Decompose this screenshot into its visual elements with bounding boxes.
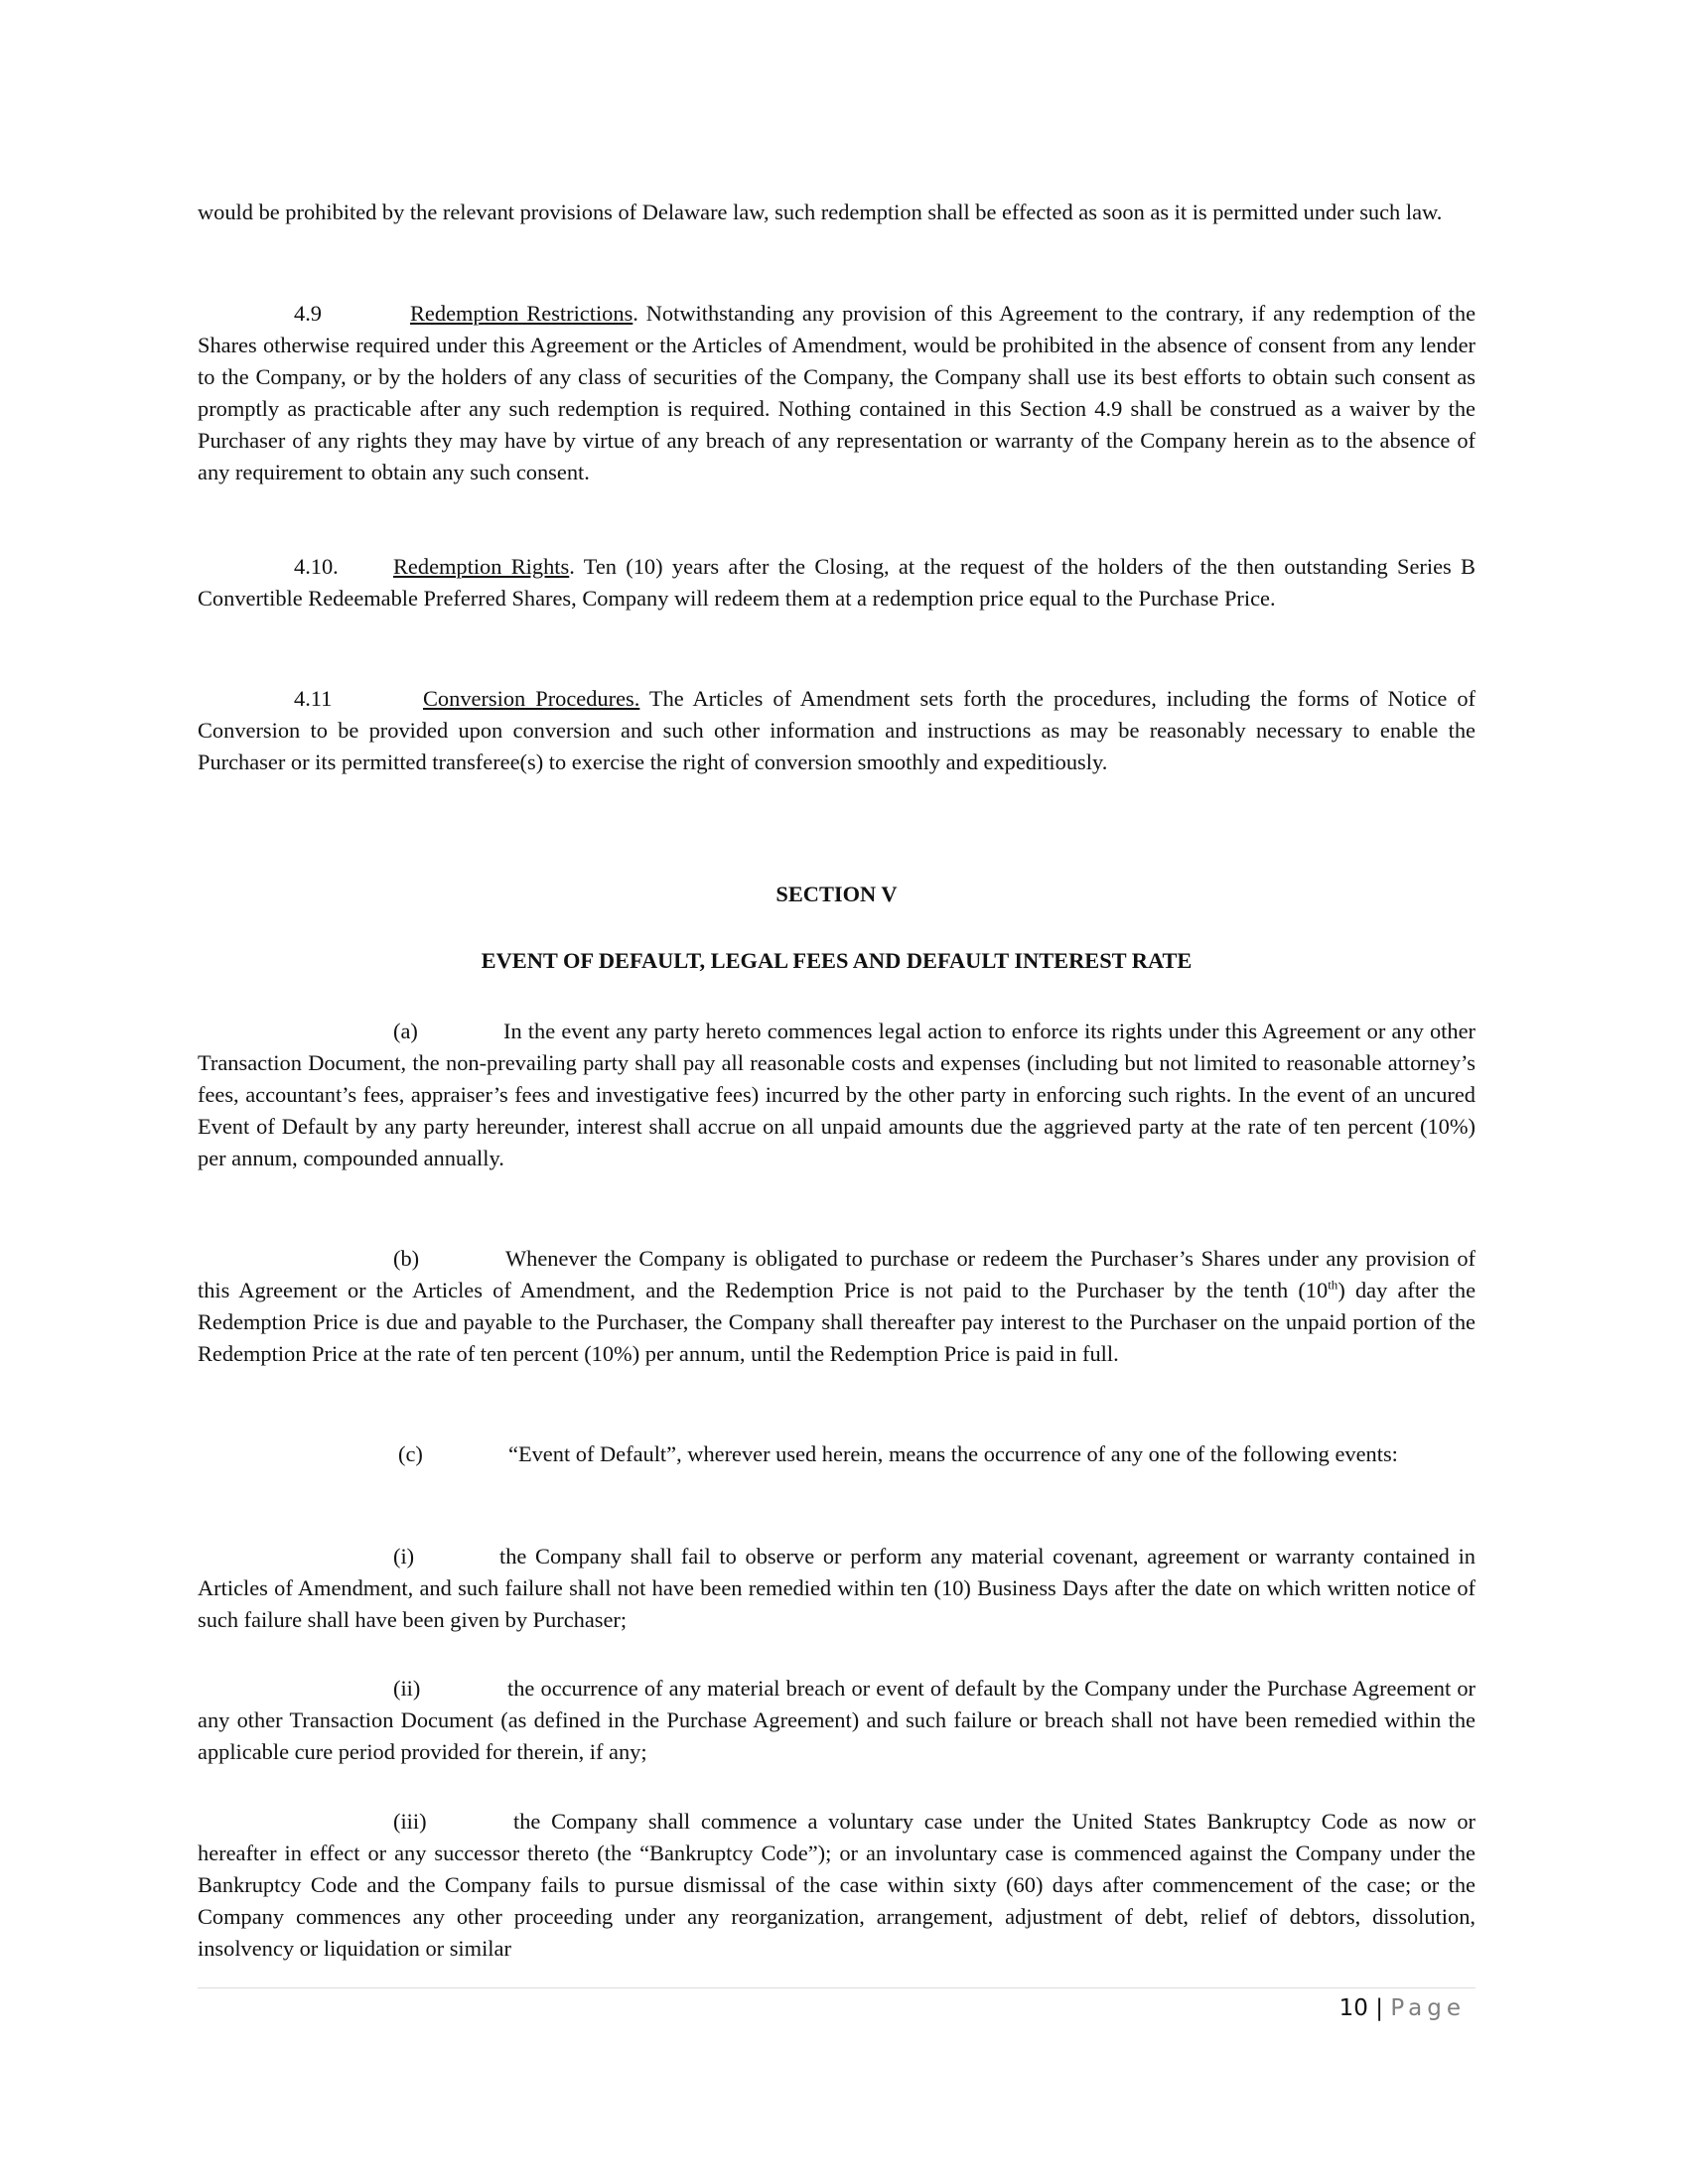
- clause-iii: [198, 1806, 1476, 1965]
- section-4-10: [198, 551, 1476, 614]
- clause-c: [198, 1438, 1476, 1470]
- section-number: 4.9: [294, 301, 322, 326]
- clause-text: the Company shall commence a voluntary case under the United States Bankruptcy Code as now or hereafter in effect or any successor thereto (the “Bankruptcy Code”); or an involuntary case is commenced against the Company under the Bankruptcy Code and the Company fails to pursue dismissal of the case within sixty (60) days after commencement of the case; or the Company commences any other proceeding under any reorganization, arrangement, adjustment of debt, relief of debtors, dissolution, insolvency or liquidation or similar: [198, 1809, 1476, 1961]
- section-text: . Ten (10) years after the Closing, at the request of the holders of the then outstanding Series B Convertible Redeemable Preferred Shares, Company will redeem them at a redemption price equal to the Purchase Price.: [198, 554, 1476, 611]
- footer-divider: [198, 1987, 1476, 1988]
- section-text: The Articles of Amendment sets forth the procedures, including the forms of Notice of Conversion to be provided upon conversion and such other information and instructions as may be reasonably necessary to enable the Purchaser or its permitted transferee(s) to exercise the right of conversion smoothly and expeditiously.: [198, 686, 1476, 774]
- clause-text: Whenever the Company is obligated to purchase or redeem the Purchaser’s Shares under any provision of this Agreement or the Articles of Amendment, and the Redemption Price is not paid to the Purchaser by the tenth (10: [198, 1246, 1476, 1302]
- section-number: 4.11: [294, 686, 333, 711]
- section-text: . Notwithstanding any provision of this Agreement to the contrary, if any redemption of the Shares otherwise required under this Agreement or the Articles of Amendment, would be prohibited in the absence of consent from any lender to the Company, or by the holders of any class of securities of the Company, the Company shall use its best efforts to obtain such consent as promptly as practicable after any such redemption is required. Nothing contained in this Section 4.9 shall be construed as a waiver by the Purchaser of any rights they may have by virtue of any breach of any representation or warranty of the Company herein as to the absence of any requirement to obtain any such consent.: [198, 301, 1477, 484]
- clause-text: “Event of Default”, wherever used herein, means the occurrence of any one of the following events:: [508, 1441, 1398, 1466]
- clause-text: In the event any party hereto commences legal action to enforce its rights under this Agreement or any other Transaction Document, the non-prevailing party shall pay all reasonable costs and expenses (including but not limited to reasonable attorney’s fees, accountant’s fees, appraiser’s fees and investigative fees) incurred by the other party in enforcing such rights. In the event of an uncured Event of Default by any party hereunder, interest shall accrue on all unpaid amounts due the aggrieved party at the rate of ten percent (10%) per annum, compounded annually.: [198, 1019, 1476, 1170]
- page-footer: [1339, 1995, 1466, 2021]
- clause-number: (c): [398, 1441, 423, 1466]
- superscript: th: [1328, 1277, 1338, 1293]
- clause-a: [198, 1016, 1476, 1174]
- page-label: Page: [1390, 1995, 1466, 2021]
- page-number: 10: [1338, 1995, 1368, 2021]
- paragraph-continuation: would be prohibited by the relevant provisions of Delaware law, such redemption shall be effected as soon as it is permitted under such law.: [198, 200, 1443, 224]
- clause-number: (i): [393, 1544, 415, 1569]
- footer-separator: |: [1375, 1995, 1383, 2021]
- clause-b: [198, 1243, 1476, 1370]
- section-heading: EVENT OF DEFAULT, LEGAL FEES AND DEFAULT INTEREST RATE: [481, 948, 1193, 973]
- section-title: Redemption Restrictions: [410, 301, 633, 326]
- clause-text: the occurrence of any material breach or event of default by the Company under the Purchase Agreement or any other Transaction Document (as defined in the Purchase Agreement) and such failure or breach shall not have been remedied within the applicable cure period provided for therein, if any;: [198, 1676, 1476, 1764]
- clause-text: the Company shall fail to observe or perform any material covenant, agreement or warranty contained in Articles of Amendment, and such failure shall not have been remedied within ten (10) Business Days after the date on which written notice of such failure shall have been given by Purchaser;: [198, 1544, 1476, 1632]
- clause-text-cont: ) day after the Redemption Price is due and payable to the Purchaser, the Company shall thereafter pay interest to the Purchaser on the unpaid portion of the Redemption Price at the rate of ten percent (10%) per annum, until the Redemption Price is paid in full.: [198, 1278, 1477, 1366]
- clause-number: (a): [393, 1019, 418, 1043]
- section-4-11: [198, 683, 1476, 778]
- section-title: Conversion Procedures.: [423, 686, 640, 711]
- section-4-9: [198, 298, 1476, 488]
- clause-i: [198, 1541, 1476, 1636]
- clause-ii: [198, 1673, 1476, 1768]
- section-title: Redemption Rights: [393, 554, 570, 579]
- section-title: SECTION V: [775, 882, 898, 906]
- section-number: 4.10.: [294, 554, 339, 579]
- clause-number: (b): [393, 1246, 420, 1271]
- clause-number: (ii): [393, 1676, 421, 1701]
- clause-number: (iii): [393, 1809, 427, 1834]
